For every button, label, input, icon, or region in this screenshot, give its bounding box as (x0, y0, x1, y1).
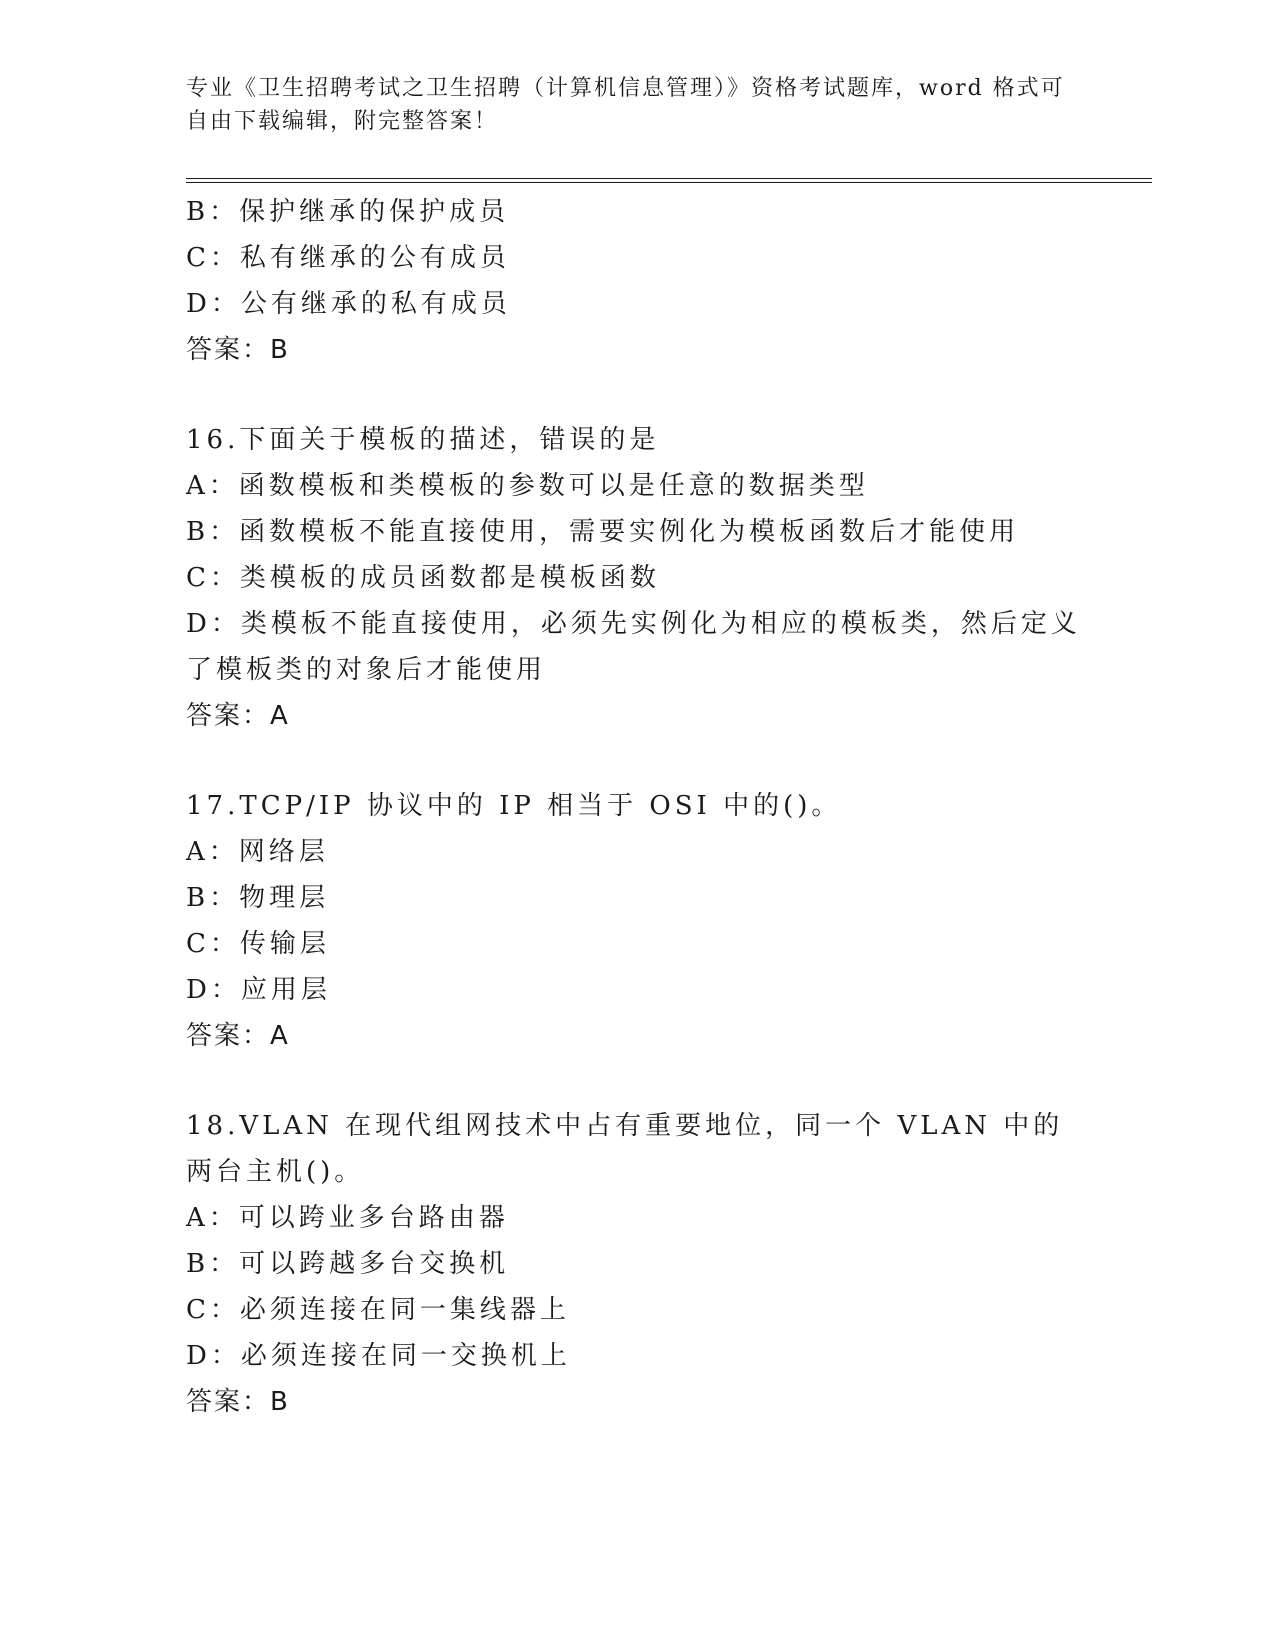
option-d: D：应用层 (186, 975, 331, 1005)
question-17 (186, 783, 1086, 1059)
spacer (186, 1059, 1086, 1103)
answer: 答案：A (186, 701, 290, 731)
option-c: C：传输层 (186, 929, 330, 959)
question-text: 18.VLAN 在现代组网技术中占有重要地位，同一个 VLAN 中的两台主机()。 (186, 1111, 1064, 1187)
option-a: A：网络层 (186, 837, 329, 867)
option-d: D：类模板不能直接使用，必须先实例化为相应的模板类，然后定义了模板类的对象后才能使用 (186, 609, 1081, 685)
option-b: B：可以跨越多台交换机 (186, 1249, 510, 1279)
option-a: A：可以跨业多台路由器 (186, 1203, 509, 1233)
spacer (186, 373, 1086, 417)
document-body (186, 189, 1086, 1425)
question-18 (186, 1103, 1086, 1425)
answer: 答案：B (186, 1387, 290, 1417)
option-c: C：必须连接在同一集线器上 (186, 1295, 570, 1325)
option-b: B：保护继承的保护成员 (186, 197, 510, 227)
answer: 答案：B (186, 335, 290, 365)
document-header: 专业《卫生招聘考试之卫生招聘（计算机信息管理）》资格考试题库，word 格式可自由下载编辑，附完整答案！ (186, 76, 1065, 134)
option-b: B：函数模板不能直接使用，需要实例化为模板函数后才能使用 (186, 517, 1020, 547)
option-c: C：私有继承的公有成员 (186, 243, 510, 273)
option-d: D：必须连接在同一交换机上 (186, 1341, 571, 1371)
answer: 答案：A (186, 1021, 290, 1051)
option-c: C：类模板的成员函数都是模板函数 (186, 563, 660, 593)
question-16 (186, 417, 1086, 739)
option-a: A：函数模板和类模板的参数可以是任意的数据类型 (186, 471, 869, 501)
question-text: 17.TCP/IP 协议中的 IP 相当于 OSI 中的()。 (186, 791, 842, 821)
question-text: 16.下面关于模板的描述，错误的是 (186, 425, 660, 455)
spacer (186, 739, 1086, 783)
header-divider (186, 178, 1152, 183)
option-b: B：物理层 (186, 883, 330, 913)
question-15-fragment (186, 189, 1086, 373)
option-d: D：公有继承的私有成员 (186, 289, 511, 319)
